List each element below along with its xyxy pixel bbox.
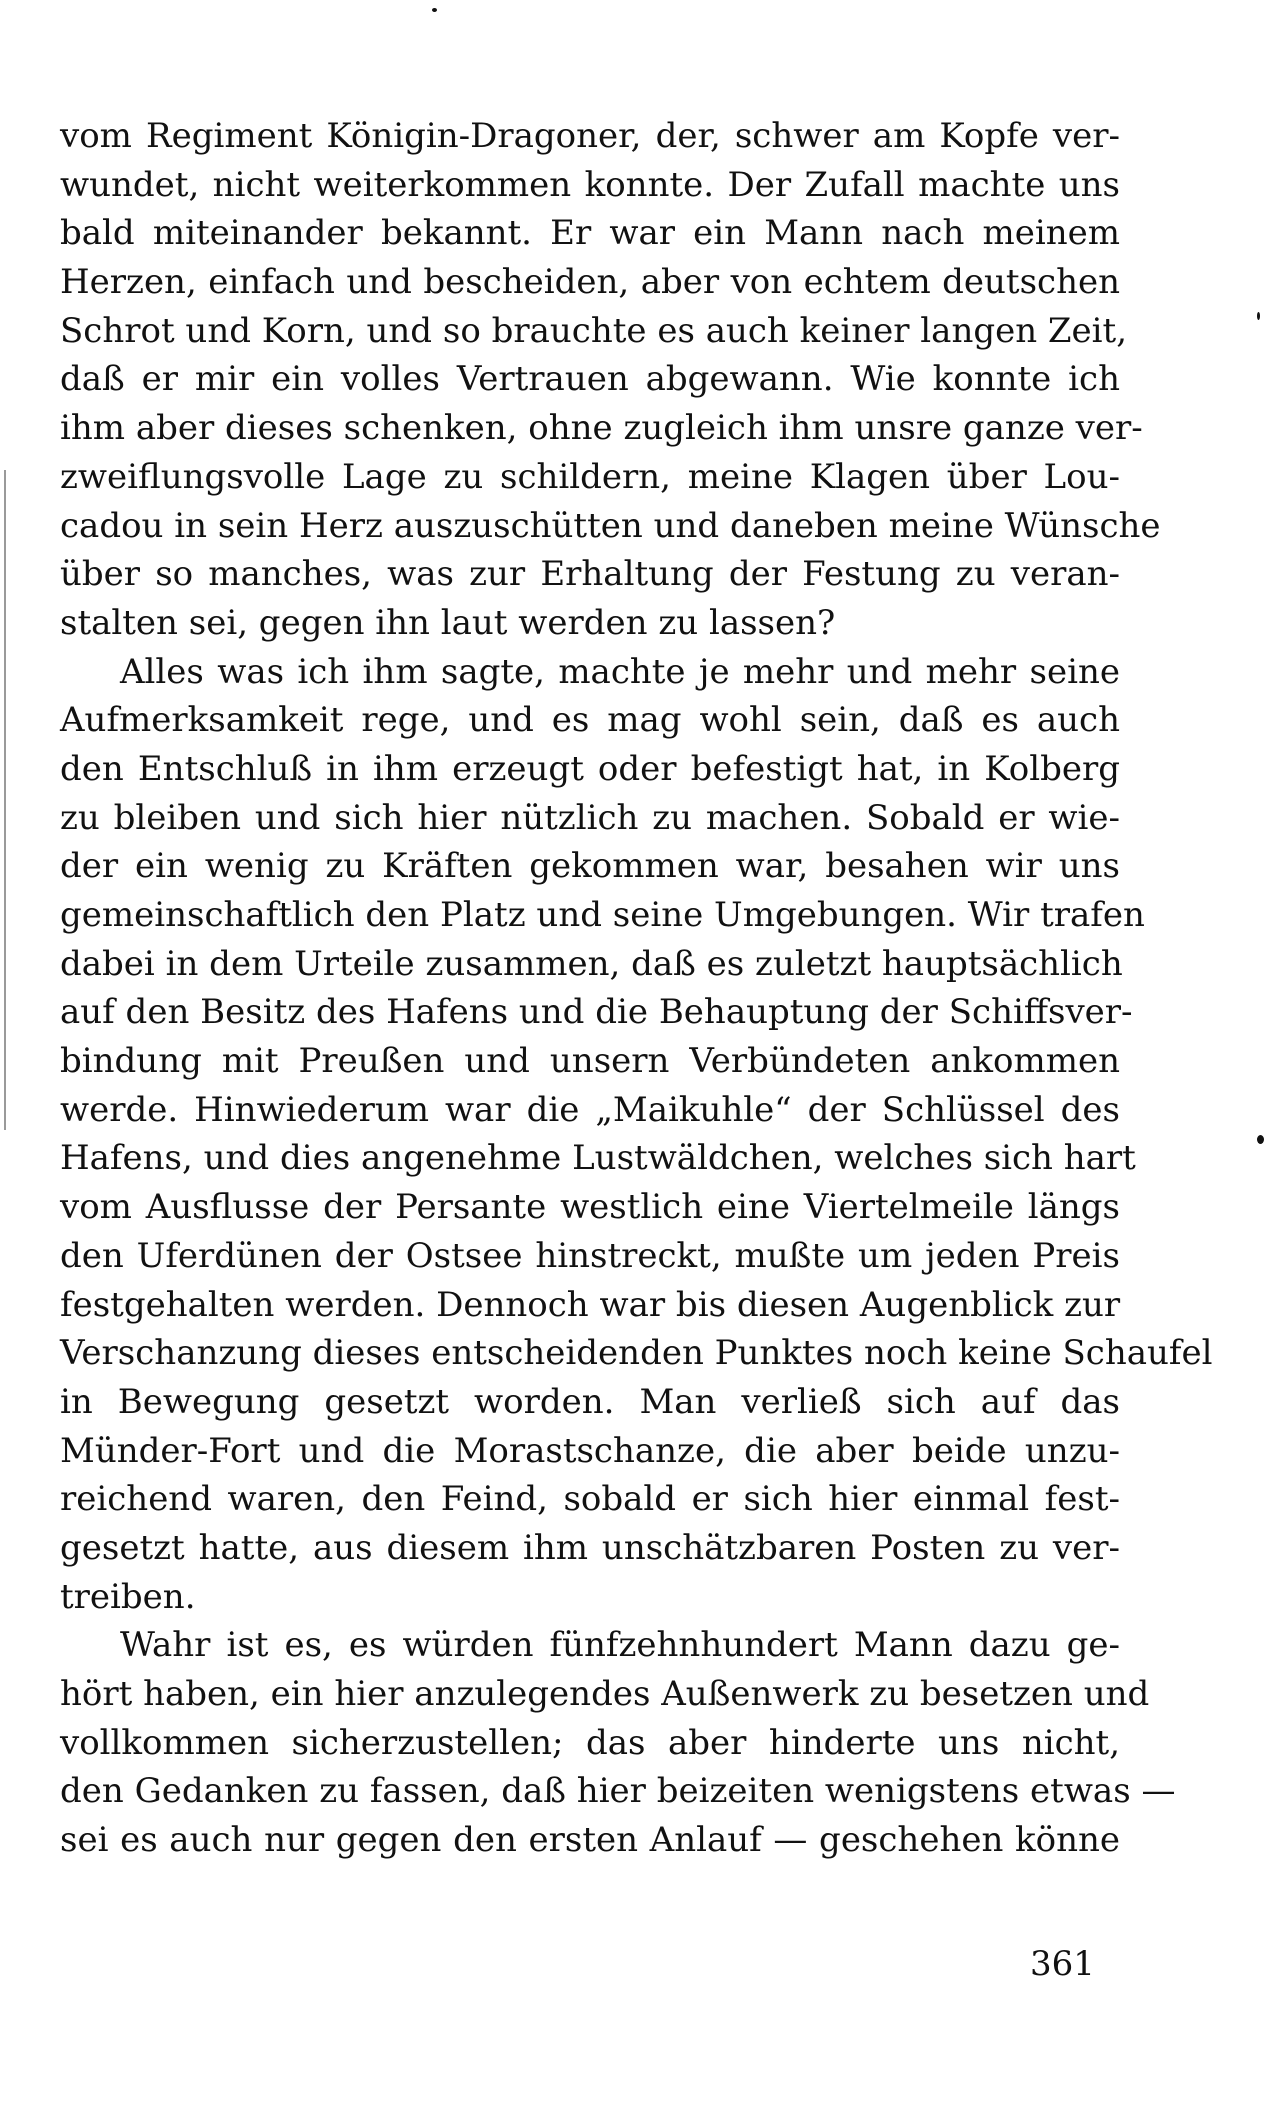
text-line: werde. Hinwiederum war die „Maikuhle“ der Schlüssel des [60,1089,1120,1130]
paragraph-start-line: Wahr ist es, es würden fünfzehnhundert Mann dazu ge- [120,1625,1120,1666]
text-line: zu bleiben und sich hier nützlich zu machen. Sobald er wie- [60,797,1120,838]
text-line: daß er mir ein volles Vertrauen abgewann. Wie konnte ich [60,359,1120,400]
text-line: gemeinschaftlich den Platz und seine Umgebungen. Wir trafen [60,895,1145,935]
text-line: vom Ausflusse der Persante westlich eine Viertelmeile längs [60,1187,1120,1228]
text-line: auf den Besitz des Hafens und die Behauptung der Schiffsver- [60,992,1133,1033]
text-line: Hafens, und dies angenehme Lustwäldchen, welches sich hart [60,1138,1136,1179]
text-line: hört haben, ein hier anzulegendes Außenwerk zu besetzen und [60,1674,1150,1714]
body-text [60,112,1213,1865]
text-line: über so manches, was zur Erhaltung der Festung zu veran- [60,554,1120,595]
text-line: den Gedanken zu fassen, daß hier beizeiten wenigstens etwas — [60,1771,1176,1812]
text-line: Herzen, einfach und bescheiden, aber von echtem deutschen [60,262,1120,303]
text-line: den Entschluß in ihm erzeugt oder befestigt hat, in Kolberg [60,748,1120,789]
paragraph-start-line: Alles was ich ihm sagte, machte je mehr und mehr seine [120,651,1120,692]
print-speck [1257,1135,1264,1144]
text-line: der ein wenig zu Kräften gekommen war, besahen wir uns [60,846,1120,887]
text-line: wundet, nicht weiterkommen konnte. Der Zufall machte uns [60,164,1120,205]
binding-edge-shadow [4,470,6,1130]
print-speck [432,8,437,12]
text-line: reichend waren, den Feind, sobald er sich hier einmal fest- [60,1479,1120,1520]
text-line: Münder-Fort und die Morastschanze, die aber beide unzu- [60,1430,1120,1471]
text-line: Schrot und Korn, und so brauchte es auch keiner langen Zeit, [60,310,1128,351]
text-line: Aufmerksamkeit rege, und es mag wohl sein, daß es auch [60,700,1120,741]
text-line: vollkommen sicherzustellen; das aber hinderte uns nicht, [60,1722,1120,1763]
text-line: sei es auch nur gegen den ersten Anlauf — geschehen könne [60,1820,1120,1861]
text-line: dabei in dem Urteile zusammen, daß es zuletzt hauptsächlich [60,943,1123,984]
text-line: cadou in sein Herz auszuschütten und daneben meine Wünsche [60,505,1161,546]
text-line: gesetzt hatte, aus diesem ihm unschätzbaren Posten zu ver- [60,1527,1120,1568]
text-line: zweiflungsvolle Lage zu schildern, meine Klagen über Lou- [60,456,1120,497]
text-line: festgehalten werden. Dennoch war bis diesen Augenblick zur [60,1284,1121,1325]
text-line: in Bewegung gesetzt worden. Man verließ sich auf das [60,1381,1120,1422]
text-line: Verschanzung dieses entscheidenden Punktes noch keine Schaufel [60,1333,1213,1374]
text-line: vom Regiment Königin-Dragoner, der, schwer am Kopfe ver- [60,116,1120,156]
paragraph-end-line: stalten sei, gegen ihn laut werden zu lassen? [60,602,836,643]
text-line: den Uferdünen der Ostsee hinstreckt, mußte um jeden Preis [60,1235,1120,1276]
paragraph-end-line: treiben. [60,1576,196,1617]
page-number: 361 [1030,1944,1095,1984]
print-speck [1257,312,1260,320]
text-line: bindung mit Preußen und unsern Verbündeten ankommen [60,1041,1120,1082]
text-line: bald miteinander bekannt. Er war ein Mann nach meinem [60,213,1120,254]
text-line: ihm aber dieses schenken, ohne zugleich ihm unsre ganze ver- [60,408,1143,449]
